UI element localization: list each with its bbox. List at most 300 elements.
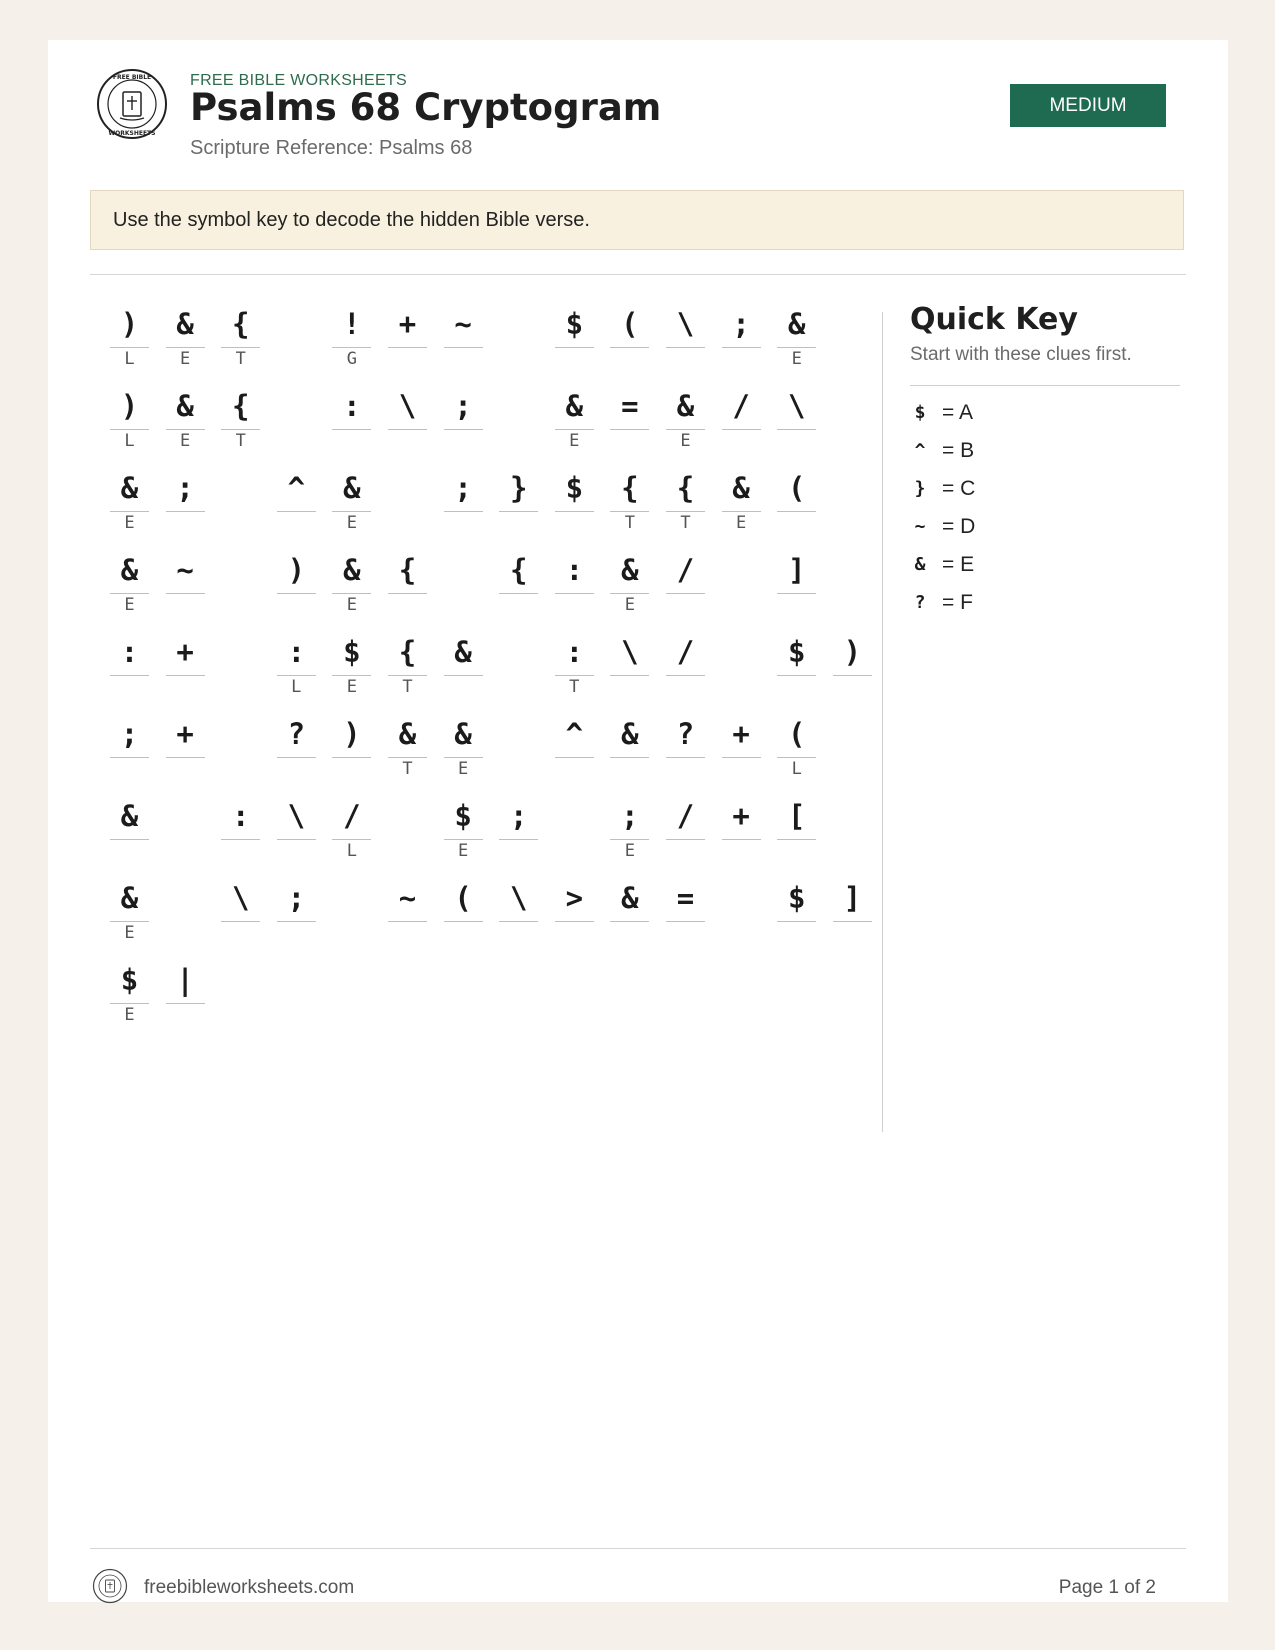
cipher-symbol: & bbox=[454, 635, 472, 669]
answer-line bbox=[555, 757, 594, 758]
hint-letter: E bbox=[624, 841, 636, 861]
cipher-symbol: : bbox=[565, 635, 584, 669]
quick-key-item bbox=[910, 436, 1110, 466]
cipher-cell[interactable] bbox=[444, 367, 483, 431]
answer-line bbox=[499, 511, 538, 512]
answer-line bbox=[610, 429, 649, 430]
answer-line bbox=[499, 921, 538, 922]
cipher-symbol: ] bbox=[843, 881, 862, 915]
cipher-symbol: & bbox=[398, 717, 417, 751]
cipher-symbol: ) bbox=[287, 553, 306, 587]
cipher-symbol: = bbox=[621, 389, 639, 423]
cipher-cell[interactable] bbox=[610, 285, 649, 349]
cipher-cell[interactable] bbox=[277, 695, 316, 759]
answer-line bbox=[499, 839, 538, 840]
cipher-cell[interactable] bbox=[777, 613, 816, 677]
hint-letter: E bbox=[124, 1005, 135, 1025]
cipher-cell[interactable] bbox=[499, 777, 538, 841]
cipher-cell[interactable] bbox=[166, 695, 205, 759]
brand-label: FREE BIBLE WORKSHEETS bbox=[190, 72, 408, 89]
answer-line bbox=[610, 757, 649, 758]
answer-line bbox=[666, 429, 705, 430]
cipher-cell[interactable] bbox=[555, 695, 594, 759]
answer-line bbox=[388, 757, 427, 758]
answer-line bbox=[833, 675, 872, 676]
answer-line bbox=[722, 757, 761, 758]
answer-line bbox=[221, 921, 260, 922]
cipher-cell[interactable] bbox=[166, 941, 205, 1005]
key-symbol: ~ bbox=[914, 516, 926, 537]
cipher-symbol: + bbox=[732, 717, 750, 751]
cipher-cell[interactable] bbox=[277, 613, 316, 677]
answer-line bbox=[555, 593, 594, 594]
cipher-symbol: ) bbox=[343, 717, 361, 751]
cipher-symbol: : bbox=[343, 389, 361, 423]
cipher-symbol: + bbox=[732, 799, 750, 833]
key-value: = F bbox=[942, 591, 973, 614]
cipher-cell[interactable] bbox=[444, 695, 483, 759]
cipher-cell[interactable] bbox=[277, 449, 316, 513]
logo-text-bottom: WORKSHEETS bbox=[108, 130, 156, 137]
answer-line bbox=[444, 675, 483, 676]
hint-cell bbox=[277, 677, 316, 697]
cipher-symbol: & bbox=[343, 553, 361, 587]
answer-line bbox=[722, 347, 761, 348]
answer-line bbox=[777, 839, 816, 840]
cipher-cell[interactable] bbox=[555, 449, 594, 513]
cipher-symbol: & bbox=[120, 471, 139, 505]
hint-cell bbox=[388, 759, 427, 779]
answer-line bbox=[166, 429, 205, 430]
answer-line bbox=[332, 347, 371, 348]
cipher-symbol: & bbox=[454, 717, 472, 751]
cipher-cell[interactable] bbox=[110, 777, 149, 841]
quick-key-item bbox=[910, 474, 1110, 504]
cipher-symbol: ; bbox=[732, 307, 750, 341]
key-symbol: ? bbox=[914, 592, 926, 613]
cipher-cell[interactable] bbox=[666, 285, 705, 349]
cipher-symbol: $ bbox=[343, 635, 361, 669]
cipher-cell[interactable] bbox=[444, 285, 483, 349]
answer-line bbox=[332, 839, 371, 840]
cipher-cell[interactable] bbox=[332, 449, 371, 513]
cipher-cell[interactable] bbox=[166, 285, 205, 349]
hint-cell bbox=[555, 431, 594, 451]
cipher-cell[interactable] bbox=[444, 859, 483, 923]
cipher-cell[interactable] bbox=[332, 285, 371, 349]
cipher-cell[interactable] bbox=[332, 777, 371, 841]
cipher-symbol: ; bbox=[176, 471, 194, 505]
cipher-symbol: \ bbox=[676, 307, 695, 341]
cipher-symbol: & bbox=[787, 307, 806, 341]
cipher-cell[interactable] bbox=[722, 695, 761, 759]
cipher-cell[interactable] bbox=[110, 695, 149, 759]
cipher-symbol: ? bbox=[287, 717, 306, 751]
cipher-symbol: + bbox=[176, 635, 194, 669]
answer-line bbox=[110, 1003, 149, 1004]
cipher-cell[interactable] bbox=[499, 531, 538, 595]
answer-line bbox=[444, 511, 483, 512]
hint-letter: G bbox=[346, 349, 358, 369]
hint-letter: E bbox=[179, 349, 191, 369]
hint-cell bbox=[610, 841, 649, 861]
answer-line bbox=[166, 593, 205, 594]
answer-line bbox=[277, 675, 316, 676]
hint-cell bbox=[332, 349, 371, 369]
hint-letter: L bbox=[124, 431, 135, 451]
cipher-cell[interactable] bbox=[610, 777, 649, 841]
answer-line bbox=[277, 921, 316, 922]
cipher-cell[interactable] bbox=[777, 695, 816, 759]
answer-line bbox=[610, 511, 649, 512]
cipher-symbol: $ bbox=[454, 799, 472, 833]
cipher-cell[interactable] bbox=[777, 449, 816, 513]
cipher-symbol: ( bbox=[454, 881, 472, 915]
answer-line bbox=[110, 675, 149, 676]
answer-line bbox=[110, 839, 149, 840]
cipher-symbol: ~ bbox=[176, 553, 194, 587]
answer-line bbox=[277, 511, 316, 512]
hint-letter: T bbox=[235, 431, 246, 451]
answer-line bbox=[555, 347, 594, 348]
quick-key-title: Quick Key bbox=[910, 302, 1078, 337]
hint-letter: E bbox=[457, 759, 469, 779]
cipher-cell[interactable] bbox=[388, 367, 427, 431]
hint-cell bbox=[666, 513, 705, 533]
cipher-cell[interactable] bbox=[777, 531, 816, 595]
quick-key-item bbox=[910, 588, 1110, 618]
cipher-symbol: + bbox=[176, 717, 194, 751]
cipher-symbol: : bbox=[120, 635, 139, 669]
page-title: Psalms 68 Cryptogram bbox=[190, 86, 662, 129]
answer-line bbox=[610, 839, 649, 840]
hint-letter: E bbox=[124, 595, 135, 615]
cipher-symbol: $ bbox=[787, 635, 806, 669]
cipher-symbol: / bbox=[343, 799, 361, 833]
answer-line bbox=[610, 675, 649, 676]
hint-cell bbox=[332, 513, 371, 533]
divider bbox=[90, 274, 1186, 275]
hint-cell bbox=[221, 431, 260, 451]
cipher-cell[interactable] bbox=[332, 695, 371, 759]
cipher-symbol: \ bbox=[231, 881, 250, 915]
answer-line bbox=[110, 511, 149, 512]
hint-cell bbox=[110, 431, 149, 451]
cipher-cell[interactable] bbox=[388, 285, 427, 349]
cipher-symbol: ; bbox=[454, 471, 472, 505]
cipher-symbol: & bbox=[676, 389, 695, 423]
cipher-cell[interactable] bbox=[777, 859, 816, 923]
cipher-symbol: ) bbox=[120, 307, 139, 341]
answer-line bbox=[555, 921, 594, 922]
answer-line bbox=[388, 675, 427, 676]
cipher-cell[interactable] bbox=[555, 285, 594, 349]
cipher-cell[interactable] bbox=[110, 531, 149, 595]
cipher-cell[interactable] bbox=[610, 531, 649, 595]
cipher-cell[interactable] bbox=[388, 613, 427, 677]
difficulty-badge: MEDIUM bbox=[1010, 84, 1166, 127]
cipher-cell[interactable] bbox=[444, 777, 483, 841]
answer-line bbox=[332, 757, 371, 758]
logo-text-top: FREE BIBLE bbox=[112, 74, 152, 81]
cipher-cell[interactable] bbox=[388, 531, 427, 595]
cipher-cell[interactable] bbox=[610, 367, 649, 431]
quick-key-item bbox=[910, 398, 1110, 428]
cipher-cell[interactable] bbox=[277, 777, 316, 841]
hint-letter: E bbox=[346, 513, 358, 533]
answer-line bbox=[666, 675, 705, 676]
cipher-cell[interactable] bbox=[332, 531, 371, 595]
cipher-cell[interactable] bbox=[666, 613, 705, 677]
answer-line bbox=[777, 429, 816, 430]
answer-line bbox=[110, 593, 149, 594]
hint-letter: E bbox=[179, 431, 191, 451]
cipher-symbol: ( bbox=[787, 471, 806, 505]
hint-letter: L bbox=[346, 841, 358, 861]
hint-cell bbox=[110, 923, 149, 943]
key-value: = A bbox=[942, 401, 973, 424]
hint-cell bbox=[221, 349, 260, 369]
cipher-symbol: & bbox=[621, 717, 639, 751]
cipher-cell[interactable] bbox=[221, 859, 260, 923]
cipher-symbol: & bbox=[120, 799, 139, 833]
hint-letter: T bbox=[402, 759, 413, 779]
cipher-cell[interactable] bbox=[166, 613, 205, 677]
cipher-cell[interactable] bbox=[332, 613, 371, 677]
cipher-cell[interactable] bbox=[166, 449, 205, 513]
hint-cell bbox=[332, 677, 371, 697]
cipher-cell[interactable] bbox=[777, 285, 816, 349]
key-value: = E bbox=[942, 553, 975, 576]
answer-line bbox=[777, 347, 816, 348]
cipher-cell[interactable] bbox=[110, 613, 149, 677]
key-symbol: } bbox=[914, 478, 926, 499]
answer-line bbox=[221, 347, 260, 348]
cipher-symbol: ; bbox=[509, 799, 528, 833]
cipher-symbol: ; bbox=[120, 717, 139, 751]
answer-line bbox=[555, 511, 594, 512]
cipher-cell[interactable] bbox=[110, 285, 149, 349]
cipher-symbol: $ bbox=[565, 471, 584, 505]
cipher-cell[interactable] bbox=[555, 613, 594, 677]
cipher-cell[interactable] bbox=[388, 695, 427, 759]
cipher-cell[interactable] bbox=[555, 367, 594, 431]
key-symbol: $ bbox=[914, 402, 926, 423]
quick-key-subtitle: Start with these clues first. bbox=[910, 344, 1132, 365]
cipher-symbol: / bbox=[676, 635, 695, 669]
answer-line bbox=[277, 593, 316, 594]
key-symbol: & bbox=[914, 554, 926, 575]
cipher-cell[interactable] bbox=[666, 859, 705, 923]
answer-line bbox=[666, 921, 705, 922]
bible-logo-icon bbox=[96, 68, 168, 140]
cipher-cell[interactable] bbox=[666, 367, 705, 431]
hint-cell bbox=[110, 349, 149, 369]
cipher-symbol: & bbox=[176, 307, 194, 341]
cipher-cell[interactable] bbox=[777, 777, 816, 841]
hint-cell bbox=[777, 349, 816, 369]
answer-line bbox=[777, 757, 816, 758]
cipher-symbol: : bbox=[231, 799, 250, 833]
cipher-cell[interactable] bbox=[166, 367, 205, 431]
cipher-cell[interactable] bbox=[221, 777, 260, 841]
scripture-reference: Scripture Reference: Psalms 68 bbox=[190, 137, 473, 159]
answer-line bbox=[499, 593, 538, 594]
cipher-symbol: { bbox=[398, 635, 417, 669]
cipher-symbol: & bbox=[176, 389, 194, 423]
answer-line bbox=[777, 511, 816, 512]
cipher-cell[interactable] bbox=[610, 613, 649, 677]
cipher-symbol: ( bbox=[787, 717, 806, 751]
cipher-cell[interactable] bbox=[277, 859, 316, 923]
cipher-cell[interactable] bbox=[722, 367, 761, 431]
cipher-symbol: { bbox=[231, 389, 250, 423]
answer-line bbox=[722, 839, 761, 840]
cipher-cell[interactable] bbox=[833, 859, 872, 923]
cipher-symbol: ; bbox=[454, 389, 472, 423]
cipher-cell[interactable] bbox=[666, 449, 705, 513]
answer-line bbox=[332, 429, 371, 430]
answer-line bbox=[166, 1003, 205, 1004]
quick-key-item bbox=[910, 550, 1110, 580]
cipher-symbol: / bbox=[732, 389, 750, 423]
hint-cell bbox=[555, 677, 594, 697]
answer-line bbox=[722, 511, 761, 512]
hint-letter: E bbox=[346, 677, 358, 697]
answer-line bbox=[833, 921, 872, 922]
page-number: Page 1 of 2 bbox=[1058, 1577, 1156, 1598]
cipher-cell[interactable] bbox=[610, 859, 649, 923]
hint-cell bbox=[777, 759, 816, 779]
hint-cell bbox=[110, 1005, 149, 1025]
cipher-cell[interactable] bbox=[555, 531, 594, 595]
hint-letter: E bbox=[346, 595, 358, 615]
cipher-cell[interactable] bbox=[499, 449, 538, 513]
hint-cell bbox=[666, 431, 705, 451]
answer-line bbox=[110, 429, 149, 430]
cipher-cell[interactable] bbox=[722, 777, 761, 841]
cipher-cell[interactable] bbox=[610, 449, 649, 513]
answer-line bbox=[610, 347, 649, 348]
answer-line bbox=[110, 347, 149, 348]
cipher-cell[interactable] bbox=[666, 695, 705, 759]
hint-letter: E bbox=[124, 923, 135, 943]
cipher-cell[interactable] bbox=[444, 449, 483, 513]
hint-letter: E bbox=[624, 595, 636, 615]
key-symbol: ^ bbox=[914, 440, 926, 461]
footer-logo-icon bbox=[92, 1568, 128, 1604]
cipher-symbol: & bbox=[120, 881, 139, 915]
hint-letter: T bbox=[624, 513, 636, 533]
key-value: = B bbox=[942, 439, 975, 462]
cipher-cell[interactable] bbox=[388, 859, 427, 923]
cipher-cell[interactable] bbox=[722, 449, 761, 513]
cipher-cell[interactable] bbox=[221, 367, 260, 431]
hint-cell bbox=[166, 349, 205, 369]
answer-line bbox=[221, 429, 260, 430]
cipher-cell[interactable] bbox=[555, 859, 594, 923]
answer-line bbox=[444, 757, 483, 758]
answer-line bbox=[388, 347, 427, 348]
cipher-symbol: $ bbox=[120, 963, 139, 997]
cipher-symbol: ( bbox=[621, 307, 639, 341]
cipher-cell[interactable] bbox=[444, 613, 483, 677]
answer-line bbox=[332, 593, 371, 594]
hint-letter: E bbox=[569, 431, 580, 451]
answer-line bbox=[666, 593, 705, 594]
cipher-cell[interactable] bbox=[722, 285, 761, 349]
cipher-cell[interactable] bbox=[499, 859, 538, 923]
hint-letter: T bbox=[235, 349, 246, 369]
cipher-symbol: ) bbox=[843, 635, 862, 669]
cipher-symbol: | bbox=[176, 963, 194, 997]
cipher-cell[interactable] bbox=[666, 777, 705, 841]
footer-website: freebibleworksheets.com bbox=[144, 1577, 355, 1598]
answer-line bbox=[110, 757, 149, 758]
cipher-symbol: & bbox=[565, 389, 584, 423]
cipher-symbol: & bbox=[621, 881, 639, 915]
hint-cell bbox=[332, 595, 371, 615]
answer-line bbox=[666, 511, 705, 512]
cipher-symbol: \ bbox=[398, 389, 417, 423]
cipher-symbol: : bbox=[565, 553, 584, 587]
cipher-symbol: ) bbox=[120, 389, 139, 423]
cipher-symbol: & bbox=[343, 471, 361, 505]
cipher-cell[interactable] bbox=[610, 695, 649, 759]
hint-cell bbox=[166, 431, 205, 451]
cipher-cell[interactable] bbox=[277, 531, 316, 595]
answer-line bbox=[166, 347, 205, 348]
answer-line bbox=[166, 675, 205, 676]
hint-letter: E bbox=[735, 513, 747, 533]
hint-cell bbox=[332, 841, 371, 861]
cipher-symbol: : bbox=[287, 635, 306, 669]
hint-letter: E bbox=[791, 349, 802, 369]
cipher-cell[interactable] bbox=[166, 531, 205, 595]
hint-cell bbox=[610, 595, 649, 615]
cipher-symbol: ; bbox=[621, 799, 639, 833]
hint-cell bbox=[610, 513, 649, 533]
cipher-cell[interactable] bbox=[332, 367, 371, 431]
answer-line bbox=[610, 593, 649, 594]
hint-cell bbox=[444, 759, 483, 779]
cipher-symbol: \ bbox=[509, 881, 528, 915]
cipher-symbol: $ bbox=[787, 881, 806, 915]
answer-line bbox=[444, 429, 483, 430]
cipher-symbol: $ bbox=[565, 307, 584, 341]
answer-line bbox=[666, 347, 705, 348]
cipher-cell[interactable] bbox=[221, 285, 260, 349]
cipher-cell[interactable] bbox=[110, 859, 149, 923]
cipher-symbol: / bbox=[676, 553, 695, 587]
cipher-cell[interactable] bbox=[110, 941, 149, 1005]
cipher-cell[interactable] bbox=[110, 449, 149, 513]
cipher-cell[interactable] bbox=[833, 613, 872, 677]
cipher-cell[interactable] bbox=[777, 367, 816, 431]
cipher-cell[interactable] bbox=[110, 367, 149, 431]
answer-line bbox=[110, 921, 149, 922]
cipher-cell[interactable] bbox=[666, 531, 705, 595]
answer-line bbox=[166, 757, 205, 758]
hint-letter: T bbox=[680, 513, 691, 533]
cipher-symbol: & bbox=[120, 553, 139, 587]
hint-letter: E bbox=[124, 513, 135, 533]
answer-line bbox=[332, 511, 371, 512]
answer-line bbox=[777, 675, 816, 676]
key-value: = C bbox=[942, 477, 976, 500]
cipher-symbol: [ bbox=[787, 799, 806, 833]
hint-cell bbox=[722, 513, 761, 533]
